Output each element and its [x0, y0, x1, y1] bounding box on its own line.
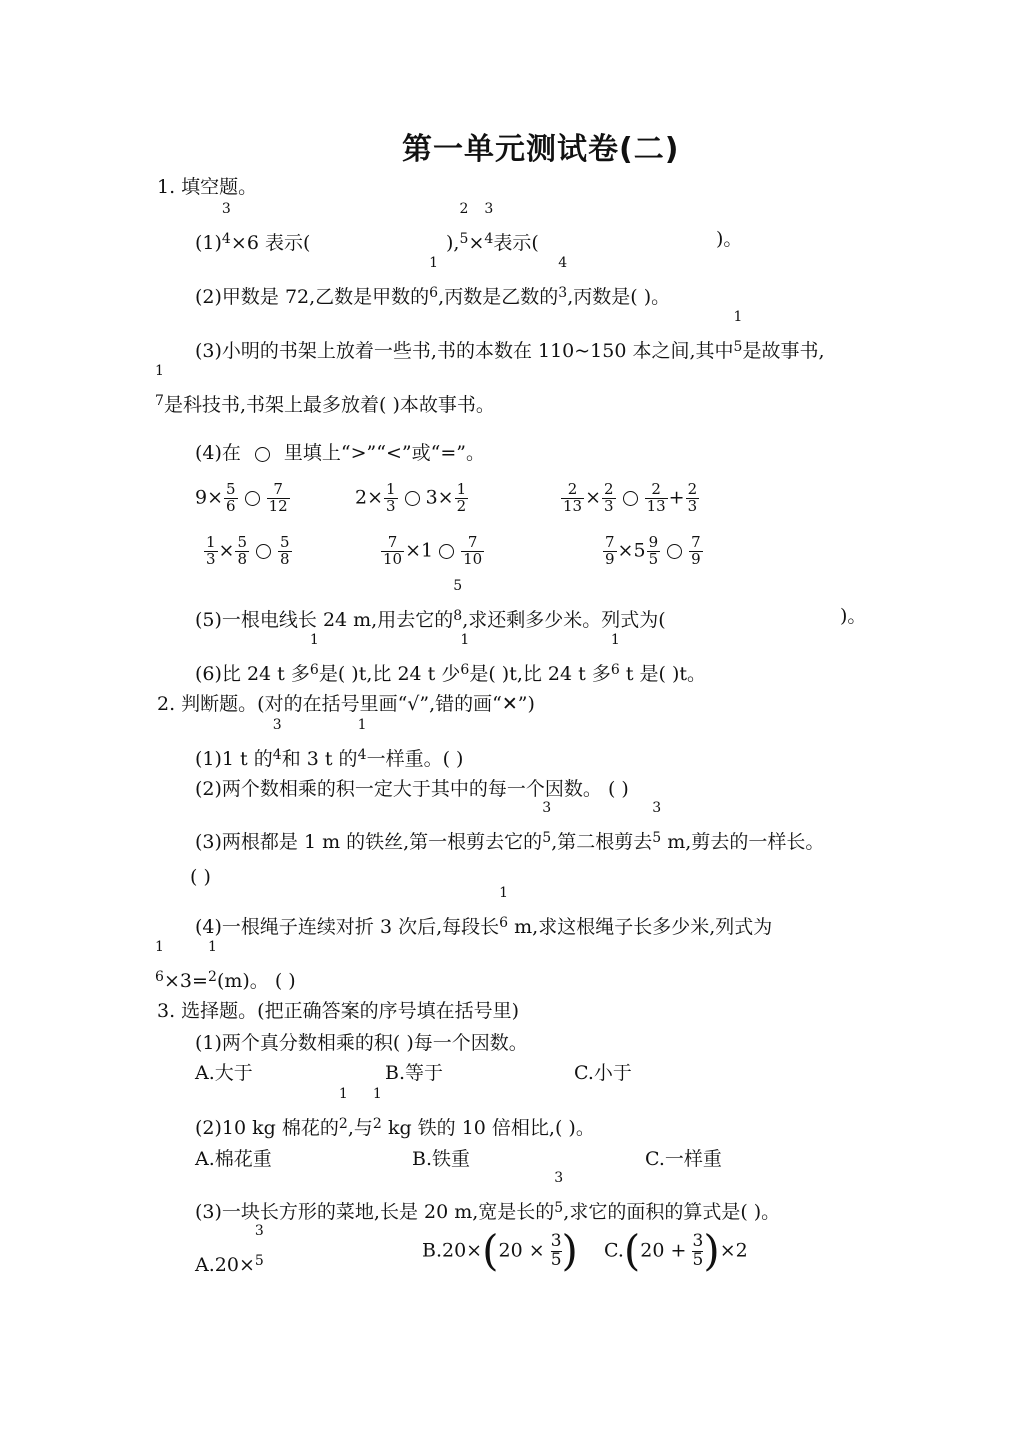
fraction: $\frac{1}{3}$	[386, 480, 396, 515]
times-sign: ×	[468, 232, 485, 254]
q3-3-option-c-text: C.	[604, 1239, 624, 1262]
fraction: $\frac{3}{5}$	[692, 1230, 704, 1270]
fraction: 1 4	[357, 717, 367, 763]
q2-3-text3: m,剪去的一样长。	[661, 831, 825, 853]
fraction: $\frac{2}{13}$	[563, 480, 583, 515]
fraction: $\frac{5}{8}$	[280, 533, 290, 568]
fraction: $\frac{7}{9}$	[605, 533, 615, 568]
q2-3-text: (3)两根都是 1 m 的铁丝,第一根剪去它的	[195, 831, 543, 853]
fraction: 1 6	[309, 632, 319, 678]
fraction: 3 4	[484, 201, 494, 247]
fraction: $\frac{7}{10}$	[383, 533, 403, 568]
q3-3-option-c[interactable]	[604, 1226, 748, 1275]
fraction: $\frac{9}{5}$	[648, 533, 659, 568]
fraction: 1 6	[610, 632, 620, 678]
q3-2-option-c[interactable]: C.一样重	[645, 1148, 722, 1170]
q3-1-option-c[interactable]: C.小于	[574, 1062, 632, 1084]
fraction: $\frac{1}{2}$	[456, 480, 467, 515]
q3-3-option-b[interactable]	[422, 1226, 578, 1275]
q2-item-3-answer: ( )	[190, 866, 211, 888]
q2-1-text3: 一样重。( )	[366, 748, 464, 770]
q1-4-text2: 里填上“>”“<”或“=”。	[283, 442, 485, 464]
q1-item-1-end: )。	[716, 228, 743, 250]
q3-3-option-c-inner: 20 +	[640, 1239, 693, 1262]
q3-3-text2: ,求它的面积的算式是( )。	[563, 1201, 781, 1223]
q1-item-3	[195, 309, 825, 362]
q3-3-option-b-inner: 20 ×	[498, 1239, 551, 1262]
compare-circle-icon[interactable]	[623, 491, 638, 506]
q3-1-option-a[interactable]: A.大于	[195, 1062, 253, 1084]
q3-2-option-a[interactable]: A.棉花重	[195, 1148, 272, 1170]
fraction: $\frac{3}{5}$	[550, 1230, 562, 1270]
section-1-heading: 1. 填空题。	[157, 176, 258, 198]
fraction: 1 2	[207, 939, 217, 985]
compare-text: ×1	[405, 539, 434, 562]
q2-item-1	[195, 717, 464, 770]
q2-item-2: (2)两个数相乘的积一定大于其中的每一个因数。 ( )	[195, 778, 629, 800]
q2-item-3	[195, 800, 825, 853]
q2-1-text2: 和 3 t 的	[281, 748, 358, 770]
q3-1-option-b[interactable]: B.等于	[385, 1062, 444, 1084]
compare-circle-icon[interactable]	[245, 491, 260, 506]
q1-item-4	[195, 444, 485, 463]
compare-5	[380, 535, 485, 568]
fraction: 2 5	[459, 201, 469, 247]
compare-text: ×	[585, 486, 602, 509]
q1-item-5-end: )。	[840, 605, 867, 627]
compare-6	[602, 535, 704, 568]
q2-item-4	[195, 885, 773, 938]
fraction: $\frac{2}{3}$	[687, 480, 698, 515]
q1-5-text: (5)一根电线长 24 m,用去它的	[195, 609, 454, 631]
q1-3-text2: 是故事书,	[742, 340, 825, 362]
left-paren: (	[482, 1226, 499, 1275]
q2-4-text3: ×3=	[164, 970, 208, 992]
compare-text: ×5	[617, 539, 646, 562]
fraction: 3 5	[652, 800, 662, 846]
q1-1-close: ),	[446, 232, 460, 254]
fraction: $\frac{7}{10}$	[463, 533, 483, 568]
q1-item-6	[195, 632, 707, 685]
fraction: 1 6	[429, 255, 439, 301]
q1-3-text3: 是科技书,书架上最多放着( )本故事书。	[164, 394, 495, 416]
fraction: 3 4	[272, 717, 282, 763]
fraction: $\frac{1}{3}$	[206, 533, 216, 568]
fraction: 1 6	[460, 632, 470, 678]
fraction: 3 5	[554, 1170, 564, 1216]
fraction: 3 4	[221, 201, 231, 247]
fraction: 1 7	[155, 363, 164, 409]
compare-text: 2×	[355, 486, 384, 509]
q2-4-text2: m,求这根绳子长多少米,列式为	[508, 916, 773, 938]
fraction: 1 2	[338, 1086, 348, 1132]
fraction: 3 5	[254, 1223, 264, 1269]
fraction: $\frac{7}{9}$	[691, 533, 701, 568]
q1-item-1	[195, 201, 311, 254]
compare-circle-icon[interactable]	[405, 491, 420, 506]
q1-item-1-part2	[446, 201, 539, 254]
q1-1-label: (1)	[195, 232, 222, 254]
q1-5-text2: ,求还剩多少米。列式为(	[462, 609, 666, 631]
fraction: $\frac{2}{3}$	[604, 480, 614, 515]
page-title: 第一单元测试卷(二)	[402, 132, 680, 167]
q1-2-text2: ,丙数是乙数的	[438, 286, 559, 308]
q3-3-option-c-tail: ×2	[719, 1239, 748, 1262]
q1-4-text: (4)在	[195, 442, 241, 464]
compare-3	[560, 482, 700, 515]
compare-circle-icon[interactable]	[439, 544, 454, 559]
compare-text: 9×	[195, 486, 224, 509]
fraction: $\frac{2}{13}$	[646, 480, 666, 515]
fraction: 1 5	[733, 309, 743, 355]
q3-item-1: (1)两个真分数相乘的积( )每一个因数。	[195, 1032, 528, 1054]
q3-3-option-a-text: A.20×	[195, 1254, 255, 1276]
q1-item-5	[195, 578, 666, 631]
compare-circle-icon[interactable]	[667, 544, 682, 559]
right-paren: )	[703, 1226, 720, 1275]
q2-4-text: (4)一根绳子连续对折 3 次后,每段长	[195, 916, 500, 938]
q1-6-text4: t 是( )t。	[619, 663, 707, 685]
fraction: $\frac{7}{12}$	[268, 480, 288, 515]
q1-6-text3: 是( )t,比 24 t 多	[469, 663, 611, 685]
q1-item-2	[195, 255, 671, 308]
q3-item-2	[195, 1086, 595, 1139]
left-paren: (	[623, 1226, 641, 1275]
q2-4-text4: (m)。 ( )	[216, 970, 296, 992]
fraction: 3 5	[542, 800, 552, 846]
fraction: 4 3	[558, 255, 568, 301]
q3-3-option-b-text: B.20×	[422, 1239, 483, 1262]
q3-3-option-a[interactable]	[195, 1223, 264, 1276]
fraction: 1 6	[155, 939, 164, 985]
circle-blank-icon	[255, 447, 270, 462]
fraction: 5 8	[453, 578, 463, 624]
q1-6-text: (6)比 24 t 多	[195, 663, 310, 685]
compare-1	[195, 482, 291, 515]
q3-2-text2: ,与	[347, 1117, 373, 1139]
q2-1-text: (1)1 t 的	[195, 748, 273, 770]
q3-3-text: (3)一块长方形的菜地,长是 20 m,宽是长的	[195, 1201, 555, 1223]
compare-text: 3×	[425, 486, 454, 509]
q3-2-text3: kg 铁的 10 倍相比,( )。	[381, 1117, 595, 1139]
q1-item-3-cont	[155, 363, 495, 416]
fraction: $\frac{5}{6}$	[226, 480, 236, 515]
compare-4	[203, 535, 293, 568]
q3-2-text: (2)10 kg 棉花的	[195, 1117, 339, 1139]
compare-2	[355, 482, 469, 515]
q1-2-text3: ,丙数是( )。	[567, 286, 671, 308]
right-paren: )	[561, 1226, 578, 1275]
q1-1-text: ×6 表示(	[230, 232, 311, 254]
compare-circle-icon[interactable]	[256, 544, 271, 559]
q1-1-text2: 表示(	[493, 232, 539, 254]
fraction: 1 2	[372, 1086, 382, 1132]
q3-item-3	[195, 1170, 781, 1223]
q1-6-text2: 是( )t,比 24 t 少	[318, 663, 461, 685]
q3-2-option-b[interactable]: B.铁重	[412, 1148, 471, 1170]
q1-3-text: (3)小明的书架上放着一些书,书的本数在 110~150 本之间,其中	[195, 340, 734, 362]
q2-item-4-cont	[155, 939, 296, 992]
compare-text: +	[668, 486, 685, 509]
q2-3-text2: ,第二根剪去	[551, 831, 653, 853]
q1-2-text: (2)甲数是 72,乙数是甲数的	[195, 286, 430, 308]
compare-text: ×	[218, 539, 235, 562]
section-3-heading: 3. 选择题。(把正确答案的序号填在括号里)	[157, 1000, 519, 1022]
fraction: $\frac{5}{8}$	[237, 533, 248, 568]
section-2-heading: 2. 判断题。(对的在括号里画“√”,错的画“✕”)	[157, 693, 535, 715]
fraction: 1 6	[499, 885, 509, 931]
